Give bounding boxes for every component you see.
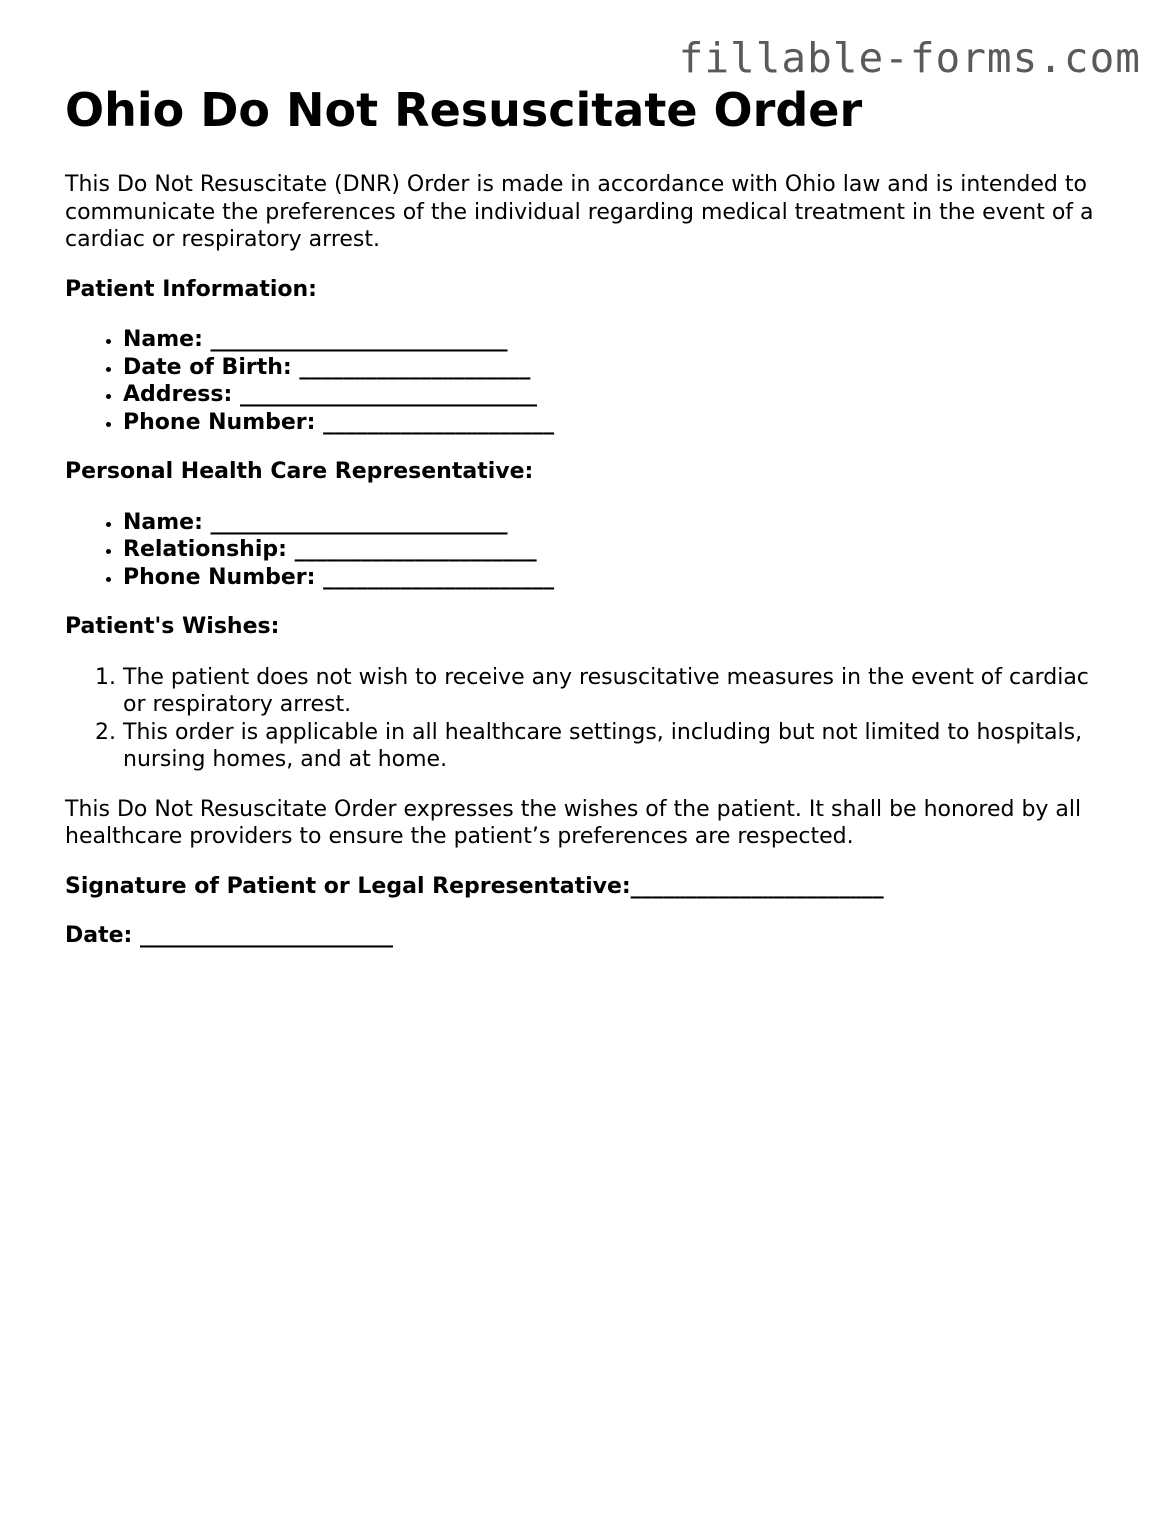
document-page bbox=[65, 82, 1115, 950]
patient-address-field[interactable]: • Address: ___________________________ bbox=[123, 381, 1115, 409]
wishes-item: 2. This order is applicable in all healthcare settings, including but not limited to hospitals, nursing homes, and at home. bbox=[123, 719, 1115, 774]
signature-field[interactable]: Signature of Patient or Legal Representative:_______________________ bbox=[65, 873, 884, 899]
representative-phone-field[interactable]: • Phone Number: _____________________ bbox=[123, 564, 1115, 592]
patient-info-heading: Patient Information: bbox=[65, 276, 317, 302]
closing-paragraph: This Do Not Resuscitate Order expresses the wishes of the patient. It shall be honored by all healthcare providers to ensure the patient’s preferences are respected. bbox=[65, 796, 1082, 849]
wishes-item: 1. The patient does not wish to receive any resuscitative measures in the event of cardiac or respiratory arrest. bbox=[123, 664, 1115, 719]
intro-paragraph: This Do Not Resuscitate (DNR) Order is made in accordance with Ohio law and is intended to communicate the preferences of the individual regarding medical treatment in the event of a cardiac or respiratory arrest. bbox=[65, 172, 1094, 252]
wishes-heading: Patient's Wishes: bbox=[65, 614, 280, 639]
patient-phone-field[interactable]: • Phone Number: _____________________ bbox=[123, 409, 1115, 437]
patient-info-list bbox=[65, 326, 1115, 436]
watermark: fillable-forms.com bbox=[678, 34, 1141, 82]
date-field[interactable]: Date: _______________________ bbox=[65, 923, 394, 948]
representative-name-field[interactable]: • Name: ___________________________ bbox=[123, 509, 1115, 537]
representative-list bbox=[65, 509, 1115, 592]
representative-heading: Personal Health Care Representative: bbox=[65, 459, 534, 484]
patient-dob-field[interactable]: • Date of Birth: _____________________ bbox=[123, 354, 1115, 382]
representative-relationship-field[interactable]: • Relationship: ______________________ bbox=[123, 536, 1115, 564]
patient-name-field[interactable]: • Name: ___________________________ bbox=[123, 326, 1115, 354]
page-title: Ohio Do Not Resuscitate Order bbox=[65, 83, 863, 137]
wishes-list bbox=[65, 664, 1115, 774]
